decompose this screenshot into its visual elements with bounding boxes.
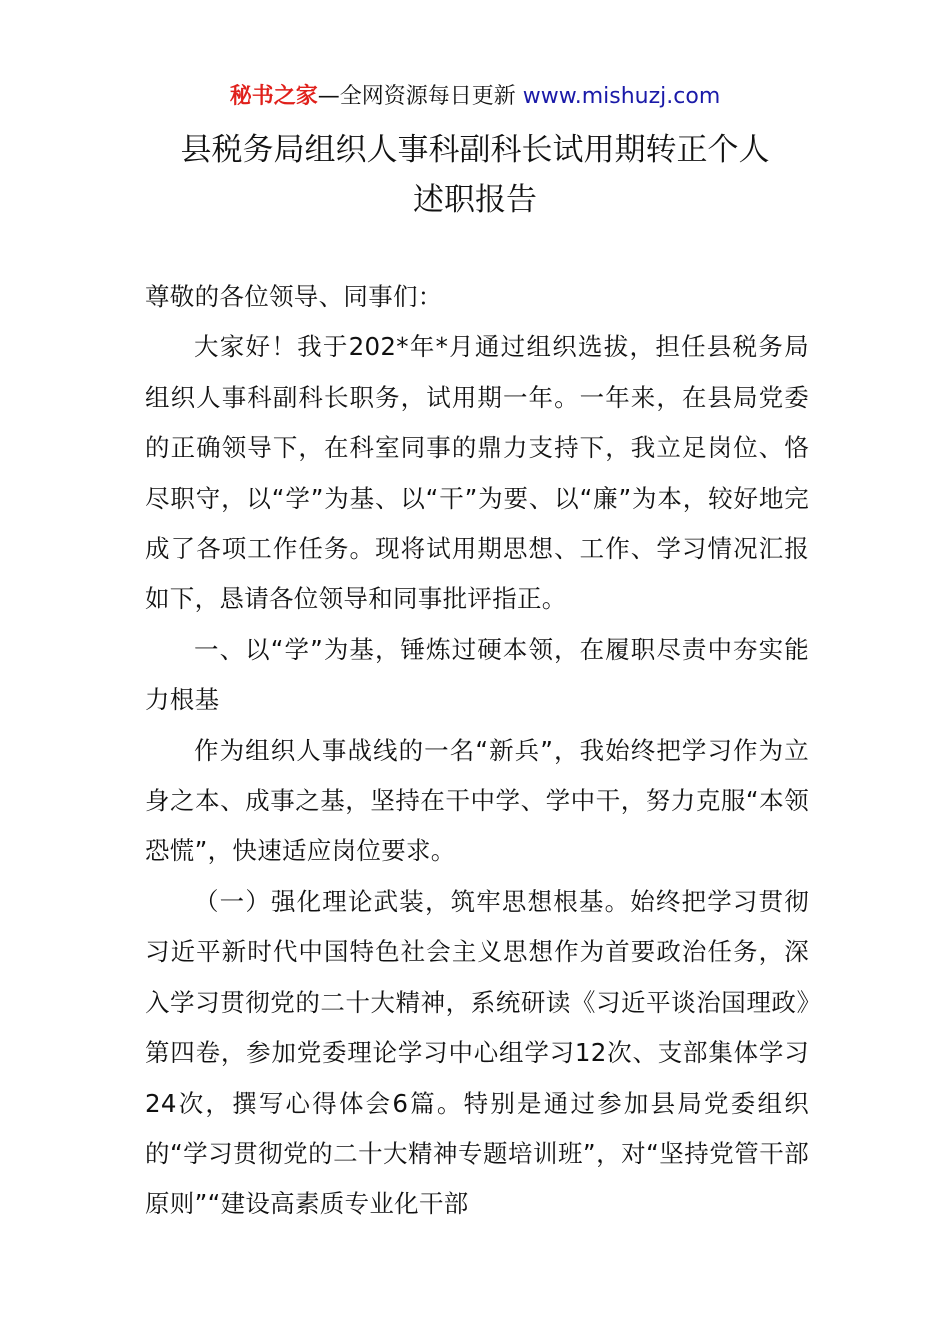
site-url-link[interactable]: www.mishuzj.com [522,84,721,109]
section-heading-1: 一、以“学”为基，锤炼过硬本领，在履职尽责中夯实能力根基 [145,634,809,715]
title-line-1: 县税务局组织人事科副科长试用期转正个人 [180,132,770,168]
brand-name: 秘书之家 [229,84,318,109]
salutation: 尊敬的各位领导、同事们： [145,282,443,311]
paragraph-intro: 大家好！我于202*年*月通过组织选拔，担任县税务局组织人事科副科长职务，试用期一年。一年来，在县局党委的正确领导下，在科室同事的鼎力支持下，我立足岗位、恪尽职守，以“学”为基、以“干”为要、以“廉”为本，较好地完成了各项工作任务。现将试用期思想、工作、学习情况汇报如下，恳请各位领导和同事批评指正。 [145,332,809,614]
paragraph-section-1: 作为组织人事战线的一名“新兵”，我始终把学习作为立身之本、成事之基，坚持在干中学、学中干，努力克服“本领恐慌”，快速适应岗位要求。 [145,735,809,866]
header-tagline: —全网资源每日更新 [317,84,523,109]
paragraph-subsection-1: （一）强化理论武装，筑牢思想根基。始终把学习贯彻习近平新时代中国特色社会主义思想作为首要政治任务，深入学习贯彻党的二十大精神，系统研读《习近平谈治国理政》第四卷，参加党委理论学习中心组学习12次、支部集体学习24次，撰写心得体会6篇。特别是通过参加县局党委组织的“学习贯彻党的二十大精神专题培训班”，对“坚持党管干部原则”“建设高素质专业化干部 [145,886,809,1219]
site-header [0,82,950,112]
document-body [145,272,809,1230]
document-title [0,125,950,225]
title-line-2: 述职报告 [413,182,537,218]
